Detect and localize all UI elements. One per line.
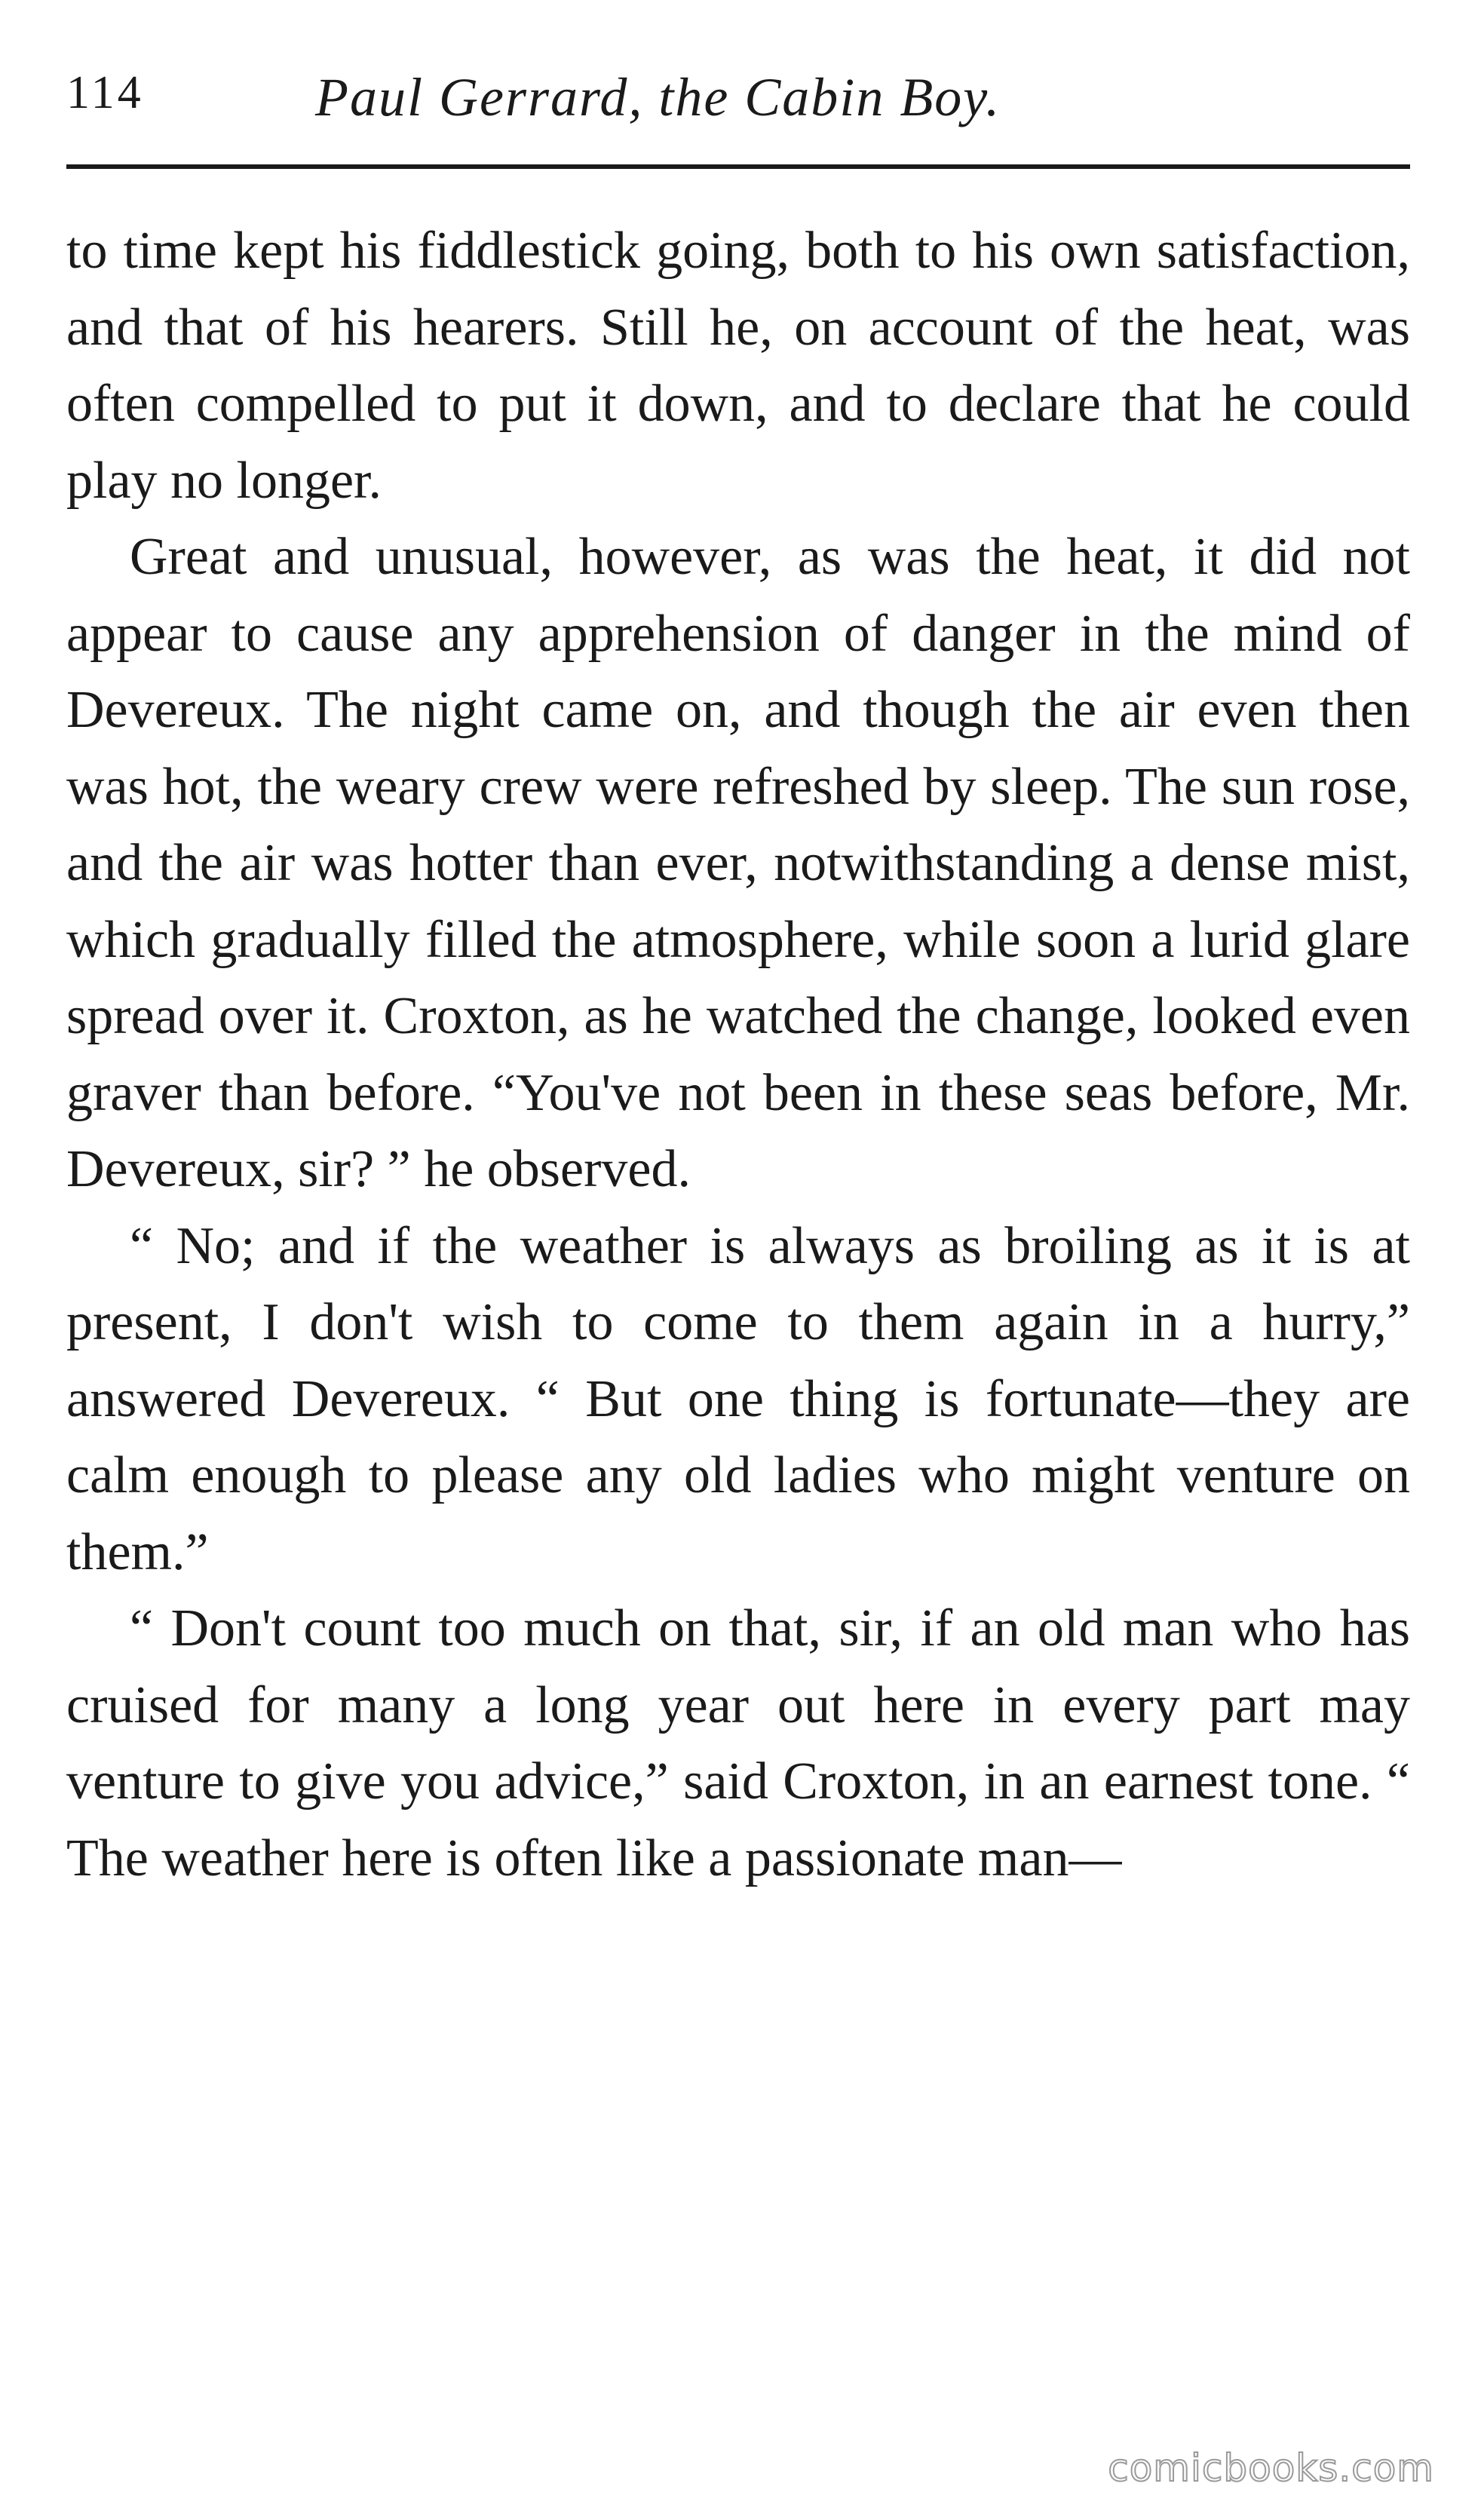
running-title: Paul Gerrard, the Cabin Boy. bbox=[315, 67, 1001, 127]
watermark: comicbooks.com bbox=[1108, 2446, 1434, 2490]
body-text bbox=[66, 213, 1410, 1896]
paragraph-2: Great and unusual, however, as was the heat, it did not appear to cause any apprehension of danger in the mind of Devereux. The night came on, and though the air even then was hot, the weary crew were refreshed by sleep. The sun rose, and the air was hotter than ever, notwithstanding a dense mist, which gradually filled the atmosphere, while soon a lurid glare spread over it. Croxton, as he watched the change, looked even graver than before. “You've not been in these seas before, Mr. Devereux, sir? ” he observed. bbox=[66, 528, 1410, 1198]
page-header bbox=[66, 66, 1410, 157]
header-rule bbox=[66, 164, 1410, 169]
paragraph-3: “ No; and if the weather is always as broiling as it is at present, I don't wish to come to them again in a hurry,” answered Devereux. “ But one thing is fortunate—they are calm enough to please any old ladies who might venture on them.” bbox=[66, 1216, 1410, 1581]
page-number: 114 bbox=[66, 67, 144, 118]
paragraph-1: to time kept his fiddlestick going, both to his own satisfaction, and that of his hearers. Still he, on account of the heat, was often compelled to put it down, and to declare that he could play no longer. bbox=[66, 222, 1410, 510]
paragraph-4: “ Don't count too much on that, sir, if an old man who has cruised for many a long year out here in every part may venture to give you advice,” said Croxton, in an earnest tone. “ The weather here is often like a passionate man— bbox=[66, 1599, 1410, 1887]
